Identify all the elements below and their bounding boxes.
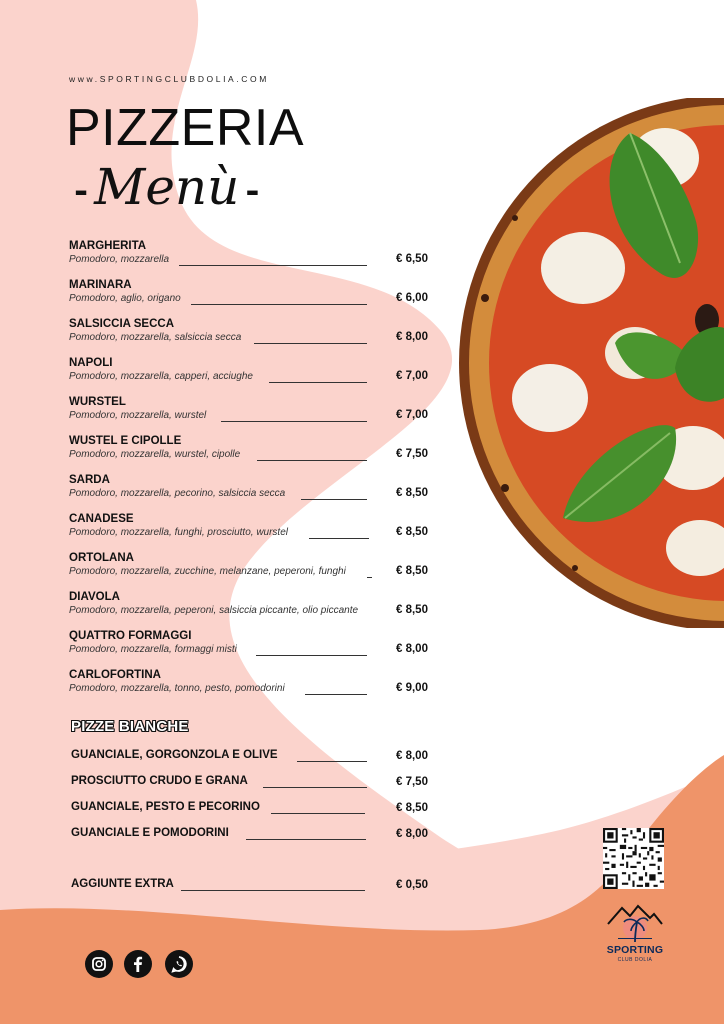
item-price: € 8,00 — [396, 331, 428, 343]
item-price: € 9,00 — [396, 682, 428, 694]
item-desc: Pomodoro, mozzarella, tonno, pesto, pomodorini — [69, 683, 285, 694]
item-desc: Pomodoro, aglio, origano — [69, 293, 181, 304]
item-leader — [257, 449, 367, 461]
item-leader — [301, 488, 367, 500]
item-desc: Pomodoro, mozzarella — [69, 254, 170, 265]
item-desc: Pomodoro, mozzarella, capperi, acciughe — [69, 371, 253, 382]
item-desc: Pomodoro, mozzarella, funghi, prosciutto, wurstel — [69, 527, 288, 538]
item-name: CANADESE — [69, 513, 134, 525]
item-leader — [297, 749, 367, 762]
item-leader — [269, 371, 367, 383]
item-leader — [221, 410, 367, 422]
item-leader — [309, 527, 369, 539]
item-price: € 7,00 — [396, 409, 428, 421]
item-desc: Pomodoro, mozzarella, zucchine, melanzane, peperoni, funghi — [69, 566, 346, 577]
logo-name: SPORTING — [606, 944, 664, 956]
item-price: € 8,50 — [396, 526, 428, 538]
item-leader — [256, 644, 367, 656]
item-name: WURSTEL — [69, 396, 126, 408]
bianche-item-3 — [71, 801, 439, 819]
subtitle-text: Menù — [94, 158, 240, 216]
item-leader — [191, 293, 367, 305]
item-price: € 8,00 — [396, 643, 428, 655]
item-desc: Pomodoro, mozzarella, salsiccia secca — [69, 332, 242, 343]
instagram-icon[interactable] — [85, 950, 113, 978]
item-leader — [367, 566, 372, 578]
item-name: GUANCIALE, PESTO E PECORINO — [71, 801, 260, 813]
item-price: € 7,00 — [396, 370, 428, 382]
item-name: MARGHERITA — [69, 240, 147, 252]
item-price: € 7,50 — [396, 448, 428, 460]
item-desc: Pomodoro, mozzarella, peperoni, salsiccia piccante, olio piccante — [69, 605, 359, 616]
item-price: € 8,50 — [396, 604, 428, 616]
whatsapp-icon[interactable] — [165, 950, 193, 978]
facebook-icon[interactable] — [124, 950, 152, 978]
palm-mountain-icon — [604, 900, 666, 944]
item-name: GUANCIALE, GORGONZOLA E OLIVE — [71, 749, 278, 761]
item-price: € 6,00 — [396, 292, 428, 304]
item-name: SALSICCIA SECCA — [69, 318, 174, 330]
item-name: CARLOFORTINA — [69, 669, 161, 681]
item-desc: Pomodoro, mozzarella, formaggi misti — [69, 644, 237, 655]
item-name: AGGIUNTE EXTRA — [71, 878, 174, 890]
item-leader — [246, 827, 366, 840]
section-title-pizze-bianche: PIZZE BIANCHE — [71, 718, 189, 735]
item-price: € 8,00 — [396, 750, 428, 762]
instagram-glyph — [85, 950, 113, 978]
whatsapp-glyph — [165, 950, 193, 978]
item-leader — [181, 878, 365, 891]
subtitle-dash-left: - — [74, 171, 89, 211]
item-price: € 8,00 — [396, 828, 428, 840]
item-name: QUATTRO FORMAGGI — [69, 630, 192, 642]
item-desc: Pomodoro, mozzarella, pecorino, salsiccia secca — [69, 488, 286, 499]
item-name: MARINARA — [69, 279, 132, 291]
menu-item-napoli — [69, 357, 439, 395]
bianche-item-1 — [71, 749, 439, 767]
item-leader — [263, 775, 367, 788]
menu-item-quattro-formaggi — [69, 630, 439, 668]
item-price: € 7,50 — [396, 776, 428, 788]
item-leader — [179, 254, 367, 266]
menu-item-carlofortina — [69, 669, 439, 707]
item-price: € 8,50 — [396, 802, 428, 814]
extra-item — [71, 878, 439, 896]
menu-item-margherita — [69, 240, 439, 278]
item-name: NAPOLI — [69, 357, 113, 369]
menu-item-salsiccia-secca — [69, 318, 439, 356]
item-leader — [305, 683, 367, 695]
item-name: DIAVOLA — [69, 591, 120, 603]
page-title: PIZZERIA — [66, 99, 305, 157]
subtitle-dash-right: - — [245, 171, 260, 211]
logo-subtitle: CLUB DOLIA — [617, 957, 653, 963]
item-name: PROSCIUTTO CRUDO E GRANA — [71, 775, 248, 787]
item-name: GUANCIALE E POMODORINI — [71, 827, 229, 839]
menu-item-ortolana — [69, 552, 439, 590]
menu-item-wurstel — [69, 396, 439, 434]
menu-item-marinara — [69, 279, 439, 317]
menu-item-wustel-e-cipolle — [69, 435, 439, 473]
item-price: € 8,50 — [396, 487, 428, 499]
item-name: WUSTEL E CIPOLLE — [69, 435, 182, 447]
menu-item-diavola — [69, 591, 439, 629]
item-name: SARDA — [69, 474, 110, 486]
item-leader — [271, 801, 365, 814]
qr-code[interactable] — [603, 828, 664, 889]
item-price: € 8,50 — [396, 565, 428, 577]
item-desc: Pomodoro, mozzarella, wurstel — [69, 410, 207, 421]
item-leader — [254, 332, 367, 344]
bianche-item-4 — [71, 827, 439, 845]
pizza-image — [455, 98, 724, 628]
sporting-club-logo — [604, 900, 666, 970]
item-price: € 6,50 — [396, 253, 428, 265]
facebook-glyph — [124, 950, 152, 978]
item-name: ORTOLANA — [69, 552, 134, 564]
website-url: www.SPORTINGCLUBDOLIA.COM — [69, 74, 269, 84]
bianche-item-2 — [71, 775, 439, 793]
menu-item-canadese — [69, 513, 439, 551]
menu-item-sarda — [69, 474, 439, 512]
item-price: € 0,50 — [396, 879, 428, 891]
item-desc: Pomodoro, mozzarella, wurstel, cipolle — [69, 449, 241, 460]
menu-subtitle — [68, 158, 265, 216]
